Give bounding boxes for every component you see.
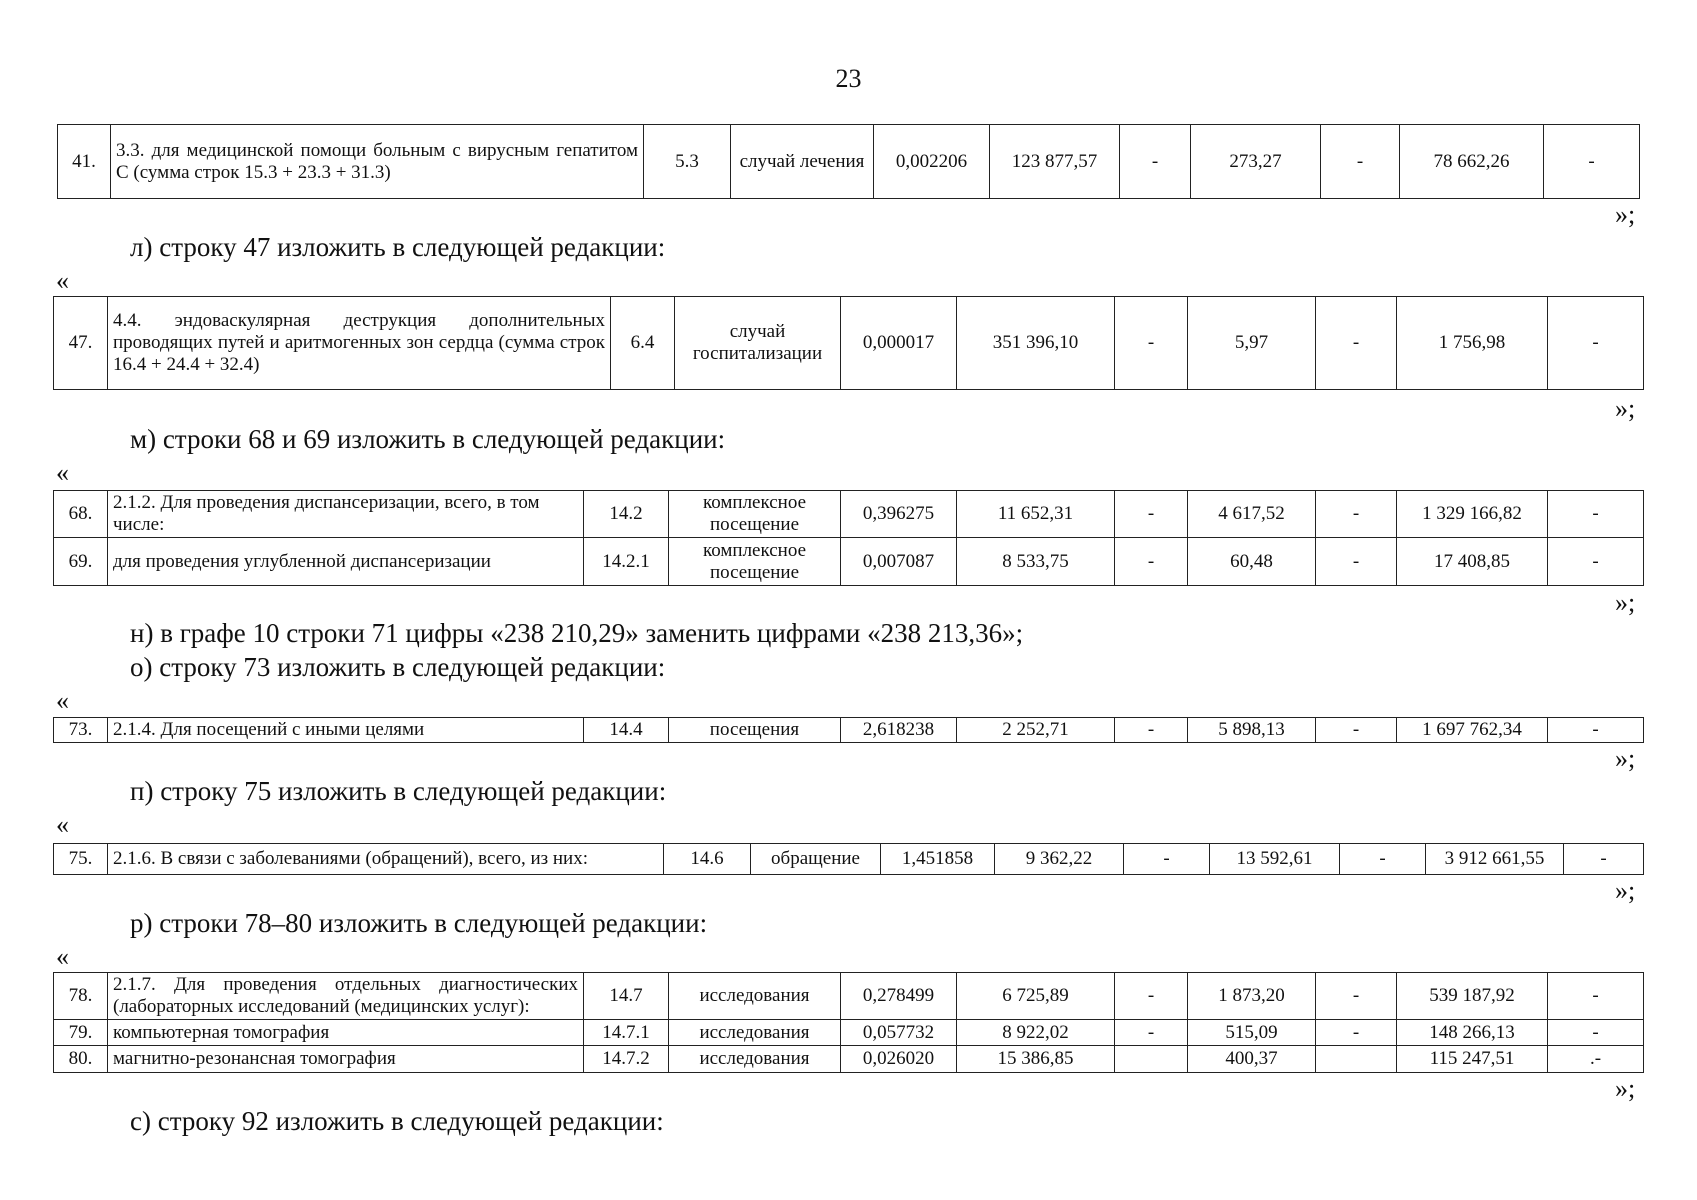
table-row [54, 1020, 1644, 1046]
section-l-intro: л) строку 47 изложить в следующей редакции: [130, 232, 666, 262]
table-row [54, 491, 1644, 538]
cell-total-cost: 1 329 166,82 [1397, 491, 1548, 538]
cell-per-capita: 13 592,61 [1210, 844, 1340, 875]
cell-value-b: - [1340, 844, 1426, 875]
table-row [54, 538, 1644, 586]
cell-per-capita: 5 898,13 [1188, 718, 1316, 743]
cell-standard-cost: 8 922,02 [957, 1020, 1115, 1046]
cell-standard-volume: 0,007087 [841, 538, 957, 586]
opening-quote: « [56, 458, 69, 487]
cell-per-capita: 400,37 [1188, 1046, 1316, 1073]
table-row [58, 125, 1640, 199]
table-row-73 [53, 717, 1644, 743]
cell-unit: посещения [669, 718, 841, 743]
cell-code: 14.2.1 [584, 538, 669, 586]
cell-standard-cost: 123 877,57 [990, 125, 1120, 199]
cell-standard-volume: 0,026020 [841, 1046, 957, 1073]
cell-value-c: .- [1548, 1046, 1644, 1073]
cell-value-b: - [1316, 491, 1397, 538]
table-row-47 [53, 296, 1644, 390]
cell-value-a: - [1115, 491, 1188, 538]
table-row-75 [53, 843, 1644, 875]
cell-total-cost: 17 408,85 [1397, 538, 1548, 586]
cell-standard-cost: 2 252,71 [957, 718, 1115, 743]
cell-unit: исследования [669, 1020, 841, 1046]
cell-value-a: - [1120, 125, 1191, 199]
cell-value-c: - [1548, 1020, 1644, 1046]
cell-total-cost: 3 912 661,55 [1426, 844, 1564, 875]
table-row-41 [57, 124, 1640, 199]
cell-unit: исследования [669, 1046, 841, 1073]
cell-value-b: - [1316, 973, 1397, 1020]
section-n-text: н) в графе 10 строки 71 цифры «238 210,29» заменить цифрами «238 213,36»; [130, 618, 1024, 648]
cell-value-c: - [1548, 491, 1644, 538]
cell-per-capita: 5,97 [1188, 297, 1316, 390]
cell-code: 6.4 [611, 297, 675, 390]
cell-row-number: 69. [54, 538, 108, 586]
cell-total-cost: 1 697 762,34 [1397, 718, 1548, 743]
cell-value-b: - [1316, 538, 1397, 586]
closing-quote: »; [1615, 1074, 1636, 1103]
table-row [54, 297, 1644, 390]
cell-value-a: - [1115, 718, 1188, 743]
cell-value-c: - [1548, 973, 1644, 1020]
closing-quote: »; [1615, 200, 1636, 229]
cell-standard-cost: 6 725,89 [957, 973, 1115, 1020]
cell-per-capita: 1 873,20 [1188, 973, 1316, 1020]
closing-quote: »; [1615, 394, 1636, 423]
cell-per-capita: 60,48 [1188, 538, 1316, 586]
cell-standard-volume: 0,278499 [841, 973, 957, 1020]
section-s-intro: с) строку 92 изложить в следующей редакции: [130, 1106, 664, 1136]
cell-description: магнитно-резонансная томография [108, 1046, 584, 1073]
closing-quote: »; [1615, 876, 1636, 905]
cell-standard-cost: 15 386,85 [957, 1046, 1115, 1073]
cell-value-c: - [1564, 844, 1644, 875]
cell-per-capita: 273,27 [1191, 125, 1321, 199]
cell-per-capita: 4 617,52 [1188, 491, 1316, 538]
cell-standard-volume: 0,000017 [841, 297, 957, 390]
cell-code: 14.7.1 [584, 1020, 669, 1046]
cell-row-number: 68. [54, 491, 108, 538]
closing-quote: »; [1615, 744, 1636, 773]
cell-standard-volume: 0,002206 [874, 125, 990, 199]
cell-value-a: - [1115, 297, 1188, 390]
cell-standard-cost: 9 362,22 [995, 844, 1124, 875]
opening-quote: « [56, 266, 69, 295]
cell-value-a: - [1115, 1020, 1188, 1046]
section-p-intro: п) строку 75 изложить в следующей редакции: [130, 776, 667, 806]
section-o-intro: о) строку 73 изложить в следующей редакции: [130, 652, 666, 682]
section-m-intro: м) строки 68 и 69 изложить в следующей редакции: [130, 424, 726, 454]
cell-unit: случай лечения [731, 125, 874, 199]
cell-standard-cost: 351 396,10 [957, 297, 1115, 390]
cell-value-c: - [1544, 125, 1640, 199]
cell-value-c: - [1548, 718, 1644, 743]
table-rows-68-69 [53, 490, 1644, 586]
cell-standard-volume: 0,396275 [841, 491, 957, 538]
cell-value-a: - [1115, 973, 1188, 1020]
cell-total-cost: 1 756,98 [1397, 297, 1548, 390]
cell-standard-cost: 8 533,75 [957, 538, 1115, 586]
cell-description: компьютерная томография [108, 1020, 584, 1046]
cell-standard-cost: 11 652,31 [957, 491, 1115, 538]
cell-row-number: 41. [58, 125, 111, 199]
table-row [54, 1046, 1644, 1073]
cell-unit: комплексное посещение [669, 538, 841, 586]
section-r-intro: р) строки 78–80 изложить в следующей редакции: [130, 908, 708, 938]
cell-description: 2.1.6. В связи с заболеваниями (обращений), всего, из них: [108, 844, 664, 875]
cell-value-b: - [1321, 125, 1400, 199]
cell-code: 14.7.2 [584, 1046, 669, 1073]
cell-code: 14.7 [584, 973, 669, 1020]
cell-description: 2.1.7. Для проведения отдельных диагностических (лабораторных исследований (медицинских услуг): [108, 973, 584, 1020]
cell-value-c: - [1548, 297, 1644, 390]
cell-value-b: - [1316, 718, 1397, 743]
cell-total-cost: 148 266,13 [1397, 1020, 1548, 1046]
cell-total-cost: 78 662,26 [1400, 125, 1544, 199]
cell-per-capita: 515,09 [1188, 1020, 1316, 1046]
cell-description: 2.1.2. Для проведения диспансеризации, всего, в том числе: [108, 491, 584, 538]
cell-value-a: - [1115, 538, 1188, 586]
table-row [54, 844, 1644, 875]
cell-description: 3.3. для медицинской помощи больным с вирусным гепатитом С (сумма строк 15.3 + 23.3 + 31.3) [111, 125, 644, 199]
table-row [54, 973, 1644, 1020]
cell-row-number: 47. [54, 297, 108, 390]
cell-row-number: 78. [54, 973, 108, 1020]
cell-row-number: 75. [54, 844, 108, 875]
cell-code: 14.4 [584, 718, 669, 743]
cell-unit: случай госпитализации [675, 297, 841, 390]
opening-quote: « [56, 686, 69, 715]
cell-row-number: 79. [54, 1020, 108, 1046]
cell-total-cost: 115 247,51 [1397, 1046, 1548, 1073]
page-number: 23 [835, 64, 862, 93]
cell-unit: комплексное посещение [669, 491, 841, 538]
table-rows-78-80 [53, 972, 1644, 1073]
cell-code: 14.6 [664, 844, 751, 875]
cell-value-c: - [1548, 538, 1644, 586]
cell-standard-volume: 0,057732 [841, 1020, 957, 1046]
cell-code: 5.3 [644, 125, 731, 199]
cell-description: 2.1.4. Для посещений с иными целями [108, 718, 584, 743]
cell-value-b: - [1316, 297, 1397, 390]
cell-standard-volume: 1,451858 [881, 844, 995, 875]
cell-value-b: - [1316, 1020, 1397, 1046]
opening-quote: « [56, 810, 69, 839]
cell-value-a: - [1124, 844, 1210, 875]
opening-quote: « [56, 942, 69, 971]
cell-value-a [1115, 1046, 1188, 1073]
cell-row-number: 73. [54, 718, 108, 743]
cell-description: для проведения углубленной диспансеризации [108, 538, 584, 586]
cell-unit: обращение [751, 844, 881, 875]
cell-row-number: 80. [54, 1046, 108, 1073]
cell-description: 4.4. эндоваскулярная деструкция дополнительных проводящих путей и аритмогенных зон сердца (сумма строк 16.4 + 24.4 + 32.4) [108, 297, 611, 390]
cell-total-cost: 539 187,92 [1397, 973, 1548, 1020]
cell-code: 14.2 [584, 491, 669, 538]
cell-standard-volume: 2,618238 [841, 718, 957, 743]
table-row [54, 718, 1644, 743]
cell-value-b [1316, 1046, 1397, 1073]
cell-unit: исследования [669, 973, 841, 1020]
closing-quote: »; [1615, 588, 1636, 617]
